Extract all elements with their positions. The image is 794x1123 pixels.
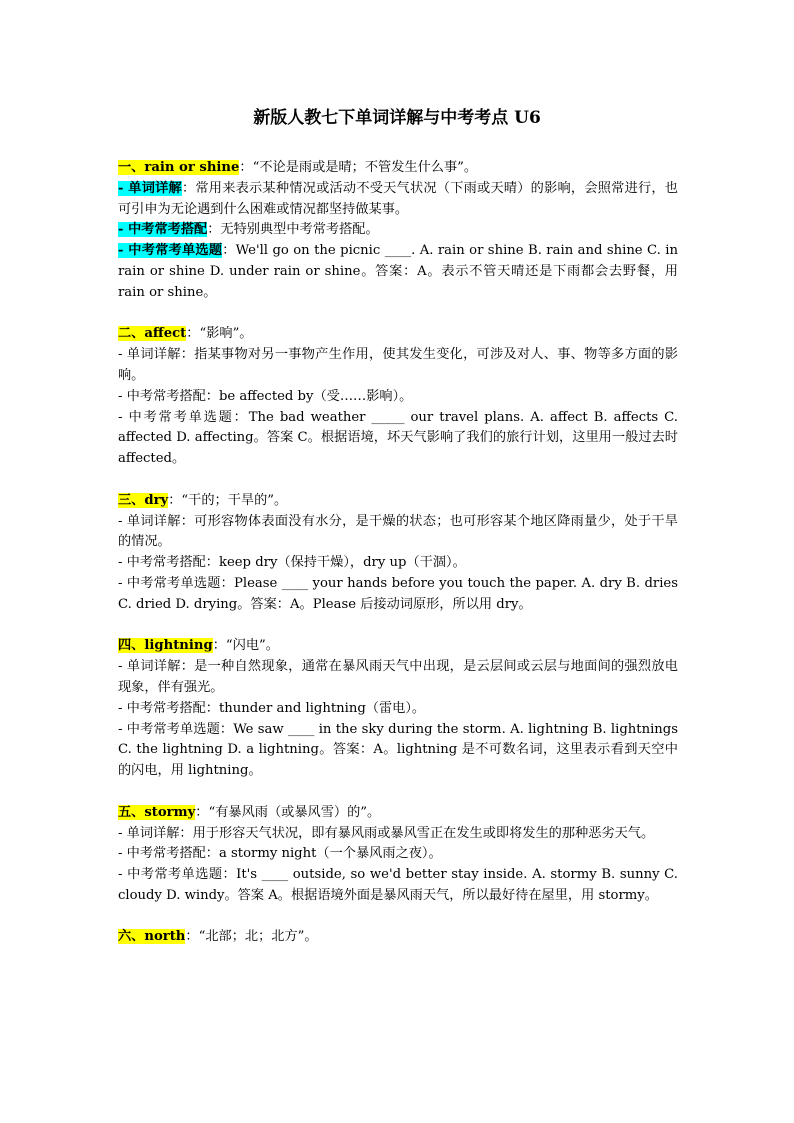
entry-collocation: - 中考常考搭配：thunder and lightning（雷电）。: [118, 700, 426, 716]
entry-meaning: ：“闪电”。: [212, 638, 279, 654]
collocation-label: - 中考常考搭配: [118, 222, 208, 238]
entry-detail: - 单词详解：是一种自然现象，通常在暴风雨天气中出现，是云层间或云层与地面间的强烈放电现象，伴有强光。: [118, 659, 678, 695]
page-title: 新版人教七下单词详解与中考考点 U6: [253, 108, 541, 128]
entry-heading: [118, 158, 678, 179]
entry-collocation: [118, 220, 678, 241]
entry-keyword: 二、affect: [118, 326, 187, 342]
entry-meaning: ：“影响”。: [186, 326, 253, 342]
mcq-label: - 中考常考单选题: [118, 243, 223, 259]
entry-heading: [118, 324, 678, 345]
entry-keyword: 三、dry: [118, 492, 169, 508]
entry-detail: [118, 179, 678, 221]
entry-detail: - 单词详解：指某事物对另一事物产生作用，使其发生变化，可涉及对人、事、物等多方面的影响。: [118, 347, 678, 383]
entry-stormy: [118, 803, 678, 907]
entry-lightning: [118, 636, 678, 782]
entry-keyword: 四、lightning: [118, 638, 213, 654]
mcq-text: ：We'll go on the picnic ____. A. rain or shine B. rain and shine C. in rain or shine D. under rain or shine。答案：A。表示不管天晴还是下雨都会去野餐，用 rain or shine。: [118, 243, 678, 300]
entry-mcq: - 中考常考单选题：It's ____ outside, so we'd better stay inside. A. stormy B. sunny C. cloudy D. windy。答案 A。根据语境外面是暴风雨天气，所以最好待在屋里，用 stormy。: [118, 867, 678, 903]
entry-heading: [118, 803, 678, 824]
entry-detail: - 单词详解：可形容物体表面没有水分，是干燥的状态；也可形容某个地区降雨量少，处于干旱的情况。: [118, 513, 678, 550]
entry-rain-or-shine: [118, 158, 678, 304]
entry-detail: - 单词详解：用于形容天气状况，即有暴风雨或暴风雪正在发生或即将发生的那种恶劣天气。: [118, 825, 655, 841]
document-body: [118, 158, 678, 969]
entry-meaning: ：“北部；北；北方”。: [185, 929, 318, 945]
entry-mcq: - 中考常考单选题：We saw ____ in the sky during the storm. A. lightning B. lightnings C. the lightning D. a lightning。答案：A。lightning 是不可数名词，这里表示看到天空中的闪电，用 lightning。: [118, 721, 678, 779]
entry-meaning: ：“有暴风雨（或暴风雪）的”。: [195, 804, 381, 820]
entry-affect: [118, 324, 678, 470]
entry-collocation: - 中考常考搭配：keep dry（保持干燥），dry up（干涸）。: [118, 555, 466, 571]
entry-north: [118, 927, 678, 948]
collocation-text: ：无特别典型中考常考搭配。: [207, 222, 379, 238]
entry-mcq: - 中考常考单选题：Please ____ your hands before you touch the paper. A. dry B. dries C. dried D. drying。答案：A。Please 后接动词原形，所以用 dry。: [118, 575, 678, 612]
entry-collocation: - 中考常考搭配：be affected by（受……影响）。: [118, 388, 413, 404]
entry-mcq: - 中考常考单选题：The bad weather _____ our travel plans. A. affect B. affects C. affected D. affecting。答案 C。根据语境，坏天气影响了我们的旅行计划，这里用一般过去时 affected。: [118, 409, 678, 467]
entry-heading: [118, 636, 678, 657]
entry-keyword: 六、north: [118, 929, 186, 945]
entry-dry: [118, 491, 678, 616]
entry-heading: [118, 927, 678, 948]
detail-label: - 单词详解: [118, 180, 182, 196]
entry-keyword: 五、stormy: [118, 804, 196, 820]
entry-meaning: ：“干的；干旱的”。: [168, 492, 288, 508]
entry-collocation: - 中考常考搭配：a stormy night（一个暴风雨之夜）。: [118, 846, 442, 862]
entry-keyword: 一、rain or shine: [118, 160, 240, 175]
entry-heading: [118, 491, 678, 512]
entry-mcq: [118, 241, 678, 303]
entry-meaning: ：“不论是雨或是晴；不管发生什么事”。: [239, 160, 478, 175]
detail-text: ：常用来表示某种情况或活动不受天气状况（下雨或天晴）的影响，会照常进行，也可引申为无论遇到什么困难或情况都坚持做某事。: [118, 180, 678, 217]
